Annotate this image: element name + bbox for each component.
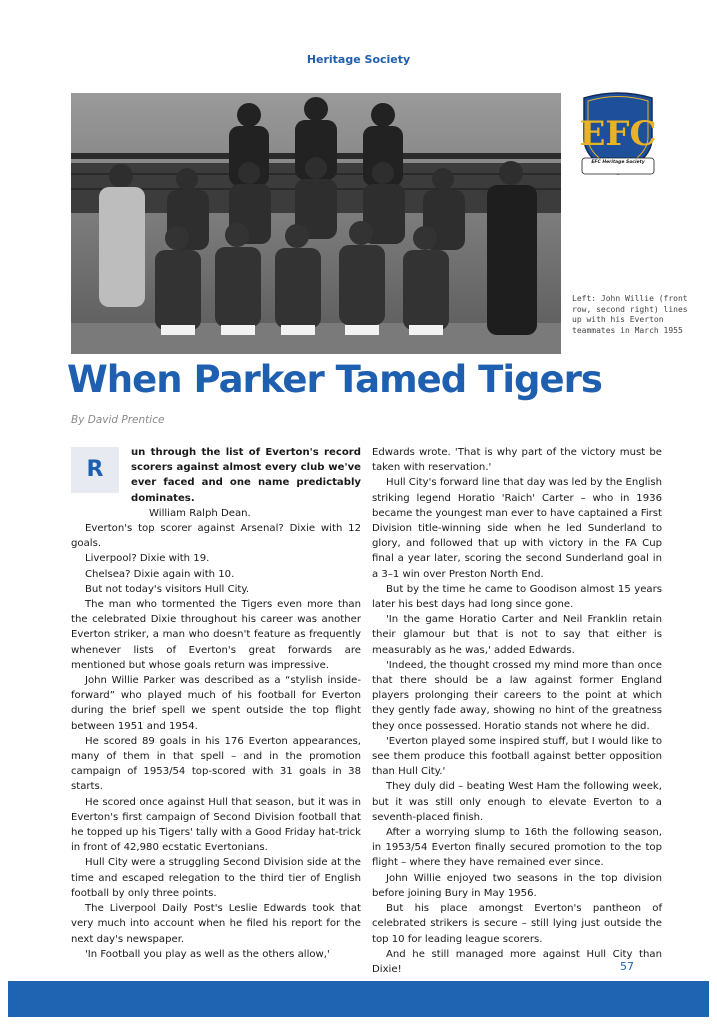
article-column-left (71, 445, 361, 962)
paragraph: 'Everton played some inspired stuff, but I would like to see them produce this football against better opposition than Hull City.' (372, 735, 662, 778)
crest-monogram: EFC (579, 114, 657, 154)
paragraph: 'Indeed, the thought crossed my mind more than once that there should be a law against former England players prolonging their careers to the point at which they gently fade away, showing no hint of the greatness they once possessed. Horatio stands not where he did. (372, 659, 662, 732)
paragraph: But by the time he came to Goodison almost 15 years later his best days had long since gone. (372, 583, 662, 611)
paragraph: He scored once against Hull that season, but it was in Everton's first campaign of Second Division football that he topped up his Tigers' tally with a Good Friday hat-trick in front of 42,980 ecstatic Evertonians. (71, 796, 361, 854)
paragraph: But not today's visitors Hull City. (85, 583, 250, 595)
paragraph: Hull City's forward line that day was led by the English striking legend Horatio 'Raich' Carter – who in 1936 became the youngest man ever to have captained a First Division title-winning side when he led Sunderland to glory, and followed that up with victory in the FA Cup final a year later, scoring the second Sunderland goal in a 3–1 win over Preston North End. (372, 477, 663, 580)
paragraph: John Willie Parker was described as a “stylish inside-forward” who played much of his football for Everton during the brief spell we spent outside the top flight between 1951 and 1954. (71, 675, 361, 732)
photo-caption: Left: John Willie (front row, second right) lines up with his Everton teammates in March 1955 (572, 294, 688, 335)
crest-ribbon-text: EFC Heritage Society (591, 160, 645, 165)
paragraph: The Liverpool Daily Post's Leslie Edwards took that very much into account when he filed his report for the next day's newspaper. (71, 903, 361, 945)
paragraph: But his place amongst Everton's pantheon of celebrated strikers is secure – still lying just outside the top 10 for leading league scorers. (372, 903, 662, 945)
paragraph: The man who tormented the Tigers even more than the celebrated Dixie throughout his career was another Everton striker, a man who doesn't feature as frequently whenever lists of Everton's great forwards are mentioned but whose goals return was impressive. (71, 599, 361, 671)
paragraph: 'In Football you play as well as the others allow,' (85, 948, 330, 960)
paragraph: Hull City were a struggling Second Division side at the time and escaped relegation to the third tier of English football by only three points. (71, 857, 361, 899)
efc-heritage-crest (578, 90, 658, 190)
paragraph: And he still managed more against Hull City than Dixie! (372, 948, 662, 975)
paragraph: Everton's top scorer against Arsenal? Dixie with 12 goals. (71, 523, 361, 550)
paragraph: Chelsea? Dixie again with 10. (85, 568, 235, 580)
page-number: 57 (620, 960, 634, 973)
paragraph: 'In the game Horatio Carter and Neil Franklin retain their glamour but that is not to say that either is measurably as he was,' added Edwards. (372, 614, 662, 656)
paragraph: After a worrying slump to 16th the following season, in 1953/54 Everton finally secured promotion to the top flight – where they have remained ever since. (372, 827, 662, 869)
paragraph: John Willie enjoyed two seasons in the top division before joining Bury in May 1956. (372, 872, 662, 899)
lead-paragraph: un through the list of Everton's record scorers against almost every club we've ever faced and one name predictably dominates. (131, 447, 361, 504)
paragraph: Liverpool? Dixie with 19. (85, 553, 210, 565)
paragraph: William Ralph Dean. (149, 507, 251, 519)
footer-bar (8, 981, 709, 1017)
paragraph: Edwards wrote. 'That is why part of the victory must be taken with reservation.' (372, 447, 662, 474)
team-photo (71, 93, 561, 354)
paragraph: He scored 89 goals in his 176 Everton appearances, many of them in that spell – and in the promotion campaign of 1953/54 top-scored with 31 goals in 38 starts. (71, 735, 361, 793)
article-column-right (372, 445, 662, 977)
dropcap: R (71, 447, 119, 493)
byline: By David Prentice (71, 414, 165, 426)
article-title: When Parker Tamed Tigers (67, 358, 602, 401)
paragraph: They duly did – beating West Ham the following week, but it was still only enough to elevate Everton to a seventh-placed finish. (372, 781, 662, 823)
section-label: Heritage Society (306, 53, 411, 66)
